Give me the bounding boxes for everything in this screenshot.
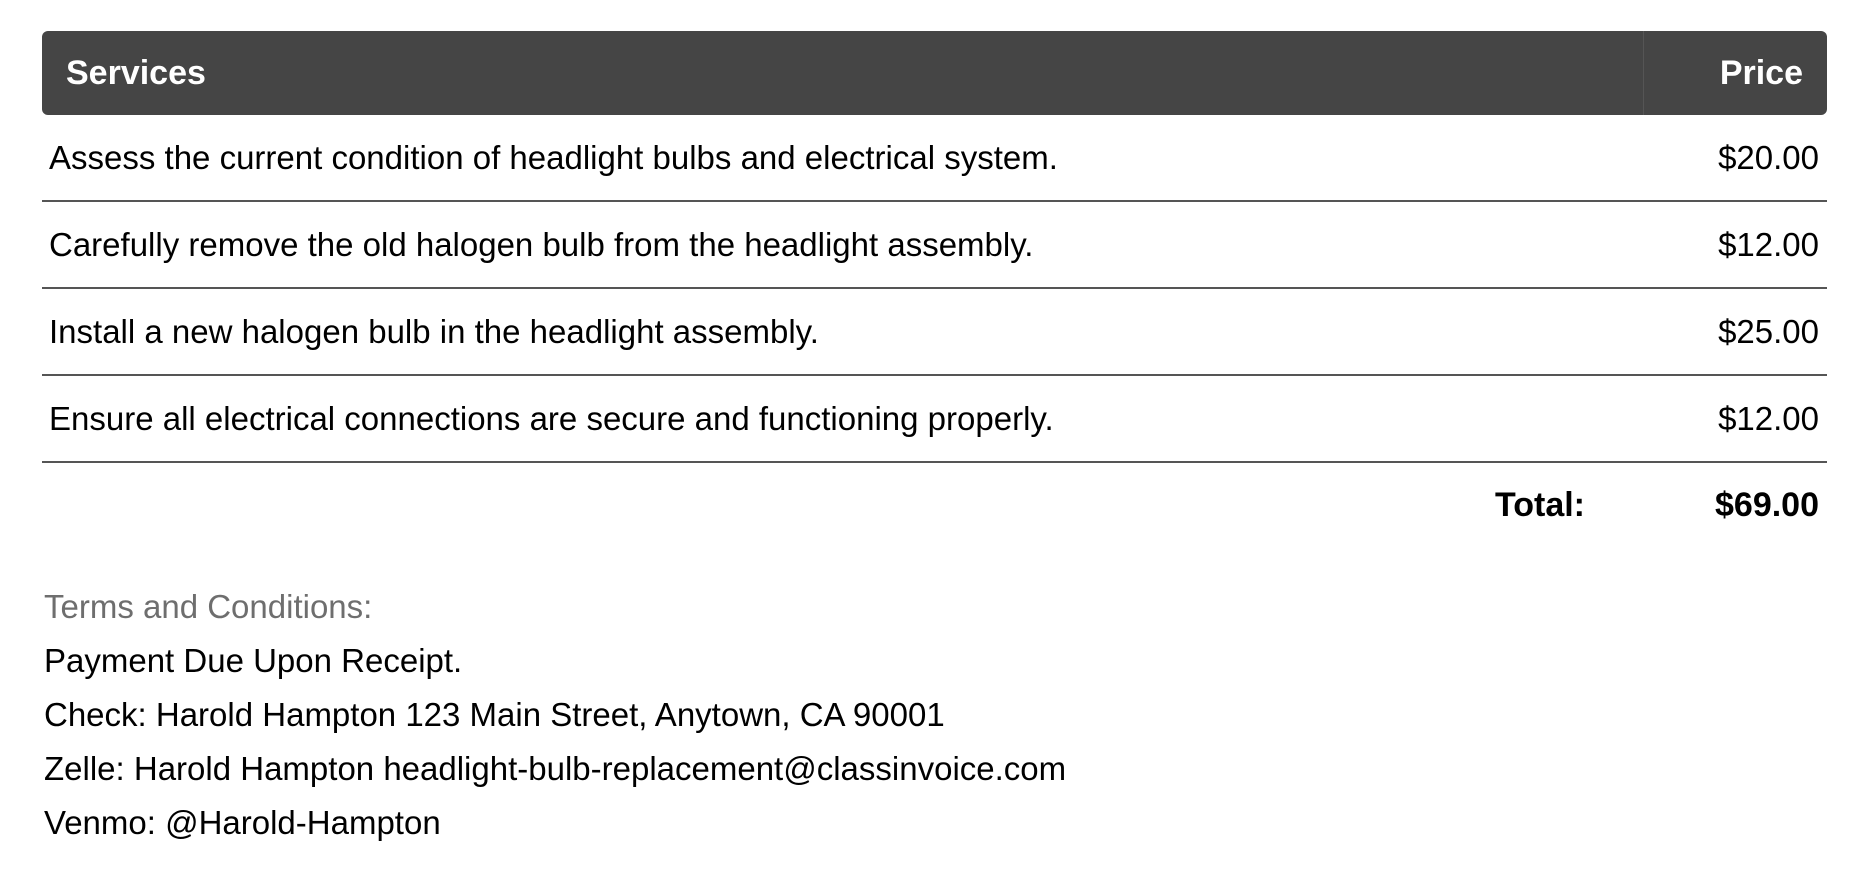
table-row (42, 115, 1827, 202)
table-header (42, 31, 1827, 115)
terms-zelle: Zelle: Harold Hampton headlight-bulb-replacement@classinvoice.com (44, 750, 1067, 787)
total-value: $69.00 (1715, 485, 1819, 524)
service-description: Install a new halogen bulb in the headlight assembly. (49, 312, 819, 350)
service-description: Ensure all electrical connections are secure and functioning properly. (49, 399, 1054, 437)
service-price: $12.00 (1718, 225, 1819, 263)
terms-title: Terms and Conditions: (44, 588, 373, 625)
service-price: $20.00 (1718, 138, 1819, 176)
table-row (42, 289, 1827, 376)
terms-section (44, 580, 1066, 850)
header-services: Services (66, 53, 206, 92)
total-label: Total: (1494, 485, 1585, 524)
services-table (42, 31, 1827, 547)
terms-venmo: Venmo: @Harold-Hampton (44, 804, 441, 841)
terms-check: Check: Harold Hampton 123 Main Street, Anytown, CA 90001 (44, 696, 945, 733)
service-price: $25.00 (1718, 312, 1819, 350)
service-description: Carefully remove the old halogen bulb from the headlight assembly. (49, 225, 1034, 263)
header-price: Price (1643, 31, 1827, 115)
table-row (42, 202, 1827, 289)
table-row (42, 376, 1827, 463)
service-description: Assess the current condition of headlight bulbs and electrical system. (49, 138, 1058, 176)
service-price: $12.00 (1718, 399, 1819, 437)
total-row (42, 463, 1827, 547)
terms-payment-due: Payment Due Upon Receipt. (44, 642, 463, 679)
